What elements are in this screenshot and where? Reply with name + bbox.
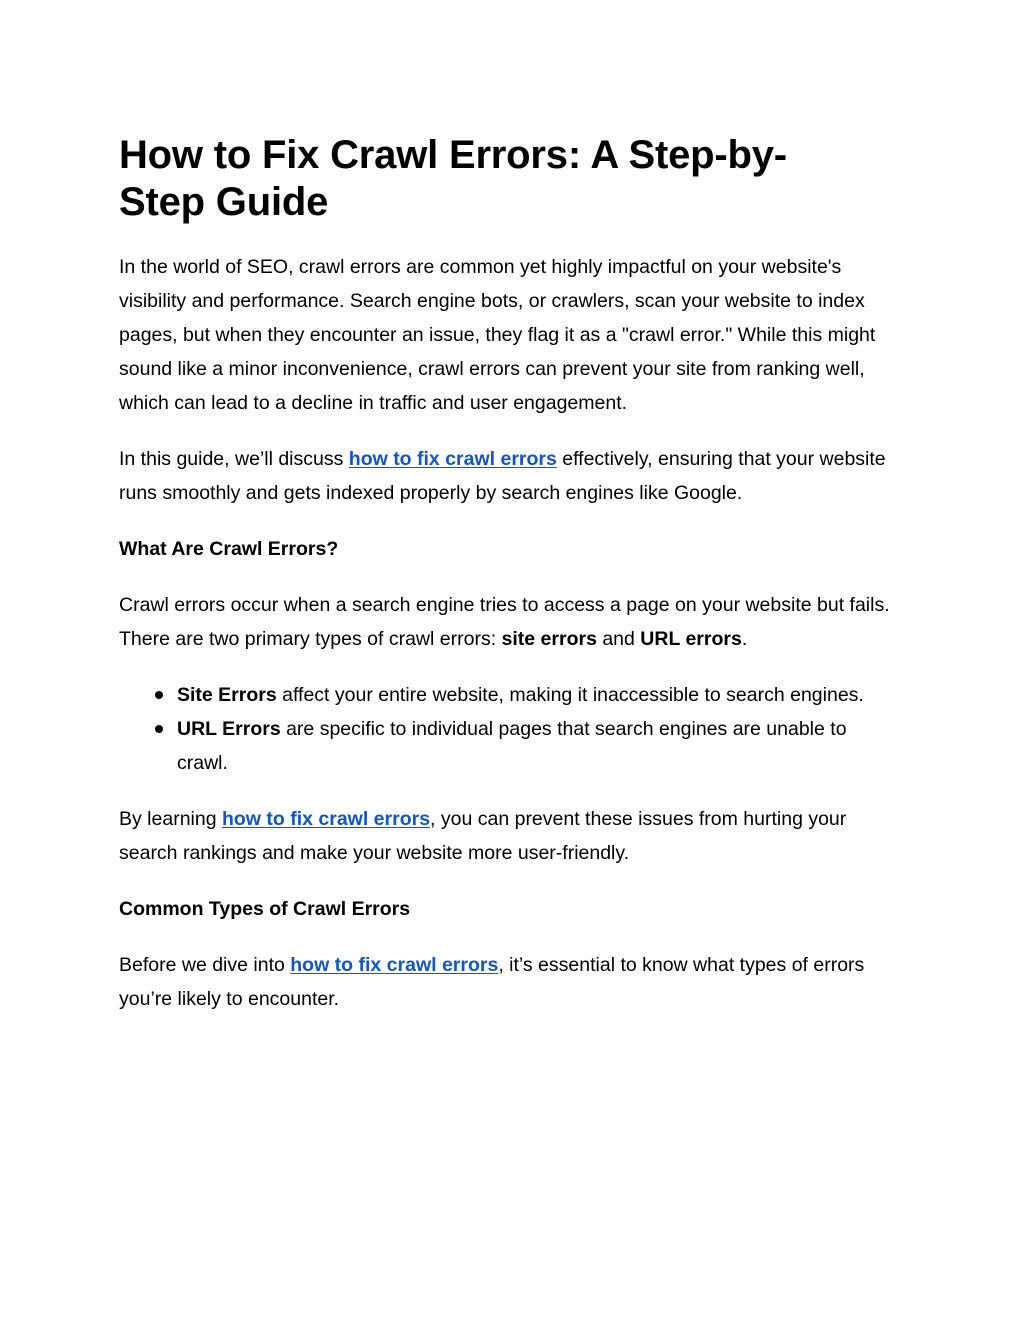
guide-paragraph <box>119 442 890 510</box>
heading-common-types-of-crawl-errors: Common Types of Crawl Errors <box>119 898 411 921</box>
common-types-text-after: , it’s essential to know what types of errors you’re likely to encounter. <box>119 954 870 1011</box>
bullet-dot-icon <box>155 691 163 699</box>
guide-paragraph-text-before: In this guide, we’ll discuss <box>119 448 349 471</box>
what-are-bold-url-errors: URL errors <box>640 628 742 651</box>
list-item-bold-label: URL Errors <box>177 718 281 741</box>
bullet-dot-icon <box>155 725 163 733</box>
common-types-paragraph <box>119 948 890 1016</box>
how-to-fix-crawl-errors-link-3[interactable]: how to fix crawl errors <box>290 954 499 977</box>
what-are-bold-site-errors: site errors <box>501 628 597 651</box>
how-to-fix-crawl-errors-link-2[interactable]: how to fix crawl errors <box>221 808 431 831</box>
what-are-crawl-errors-paragraph <box>119 588 895 656</box>
list-item <box>119 712 890 780</box>
common-types-text-before: Before we dive into <box>119 954 291 977</box>
heading-what-are-crawl-errors: What Are Crawl Errors? <box>119 538 339 561</box>
crawl-error-types-list <box>119 678 890 780</box>
intro-paragraph: In the world of SEO, crawl errors are common yet highly impactful on your website's visibility and performance. Search engine bots, or crawlers, scan your website to index pages, but when they encounter an issue, they flag it as a "crawl error." While this might sound like a minor inconvenience, crawl errors can prevent your site from ranking well, which can lead to a decline in traffic and user engagement. <box>119 256 876 415</box>
learning-paragraph-text-after: , you can prevent these issues from hurting your search rankings and make your website more user-friendly. <box>119 808 852 865</box>
what-are-part-1: Crawl errors occur when a search engine tries to access a page on your website but fails. There are two primary types of crawl errors: <box>119 594 895 651</box>
list-item-text: are specific to individual pages that search engines are unable to crawl. <box>177 718 852 775</box>
guide-paragraph-text-after: effectively, ensuring that your website runs smoothly and gets indexed properly by search engines like Google. <box>119 448 892 505</box>
what-are-part-2: and <box>596 628 641 651</box>
what-are-part-3: . <box>741 628 748 651</box>
learning-paragraph <box>119 802 890 870</box>
list-item-text: affect your entire website, making it inaccessible to search engines. <box>276 684 864 707</box>
how-to-fix-crawl-errors-link-1[interactable]: how to fix crawl errors <box>348 448 557 471</box>
list-item-bold-label: Site Errors <box>177 684 277 707</box>
list-item <box>119 678 890 712</box>
page-title: How to Fix Crawl Errors: A Step-by-Step Guide <box>119 133 787 225</box>
learning-paragraph-text-before: By learning <box>119 808 222 831</box>
